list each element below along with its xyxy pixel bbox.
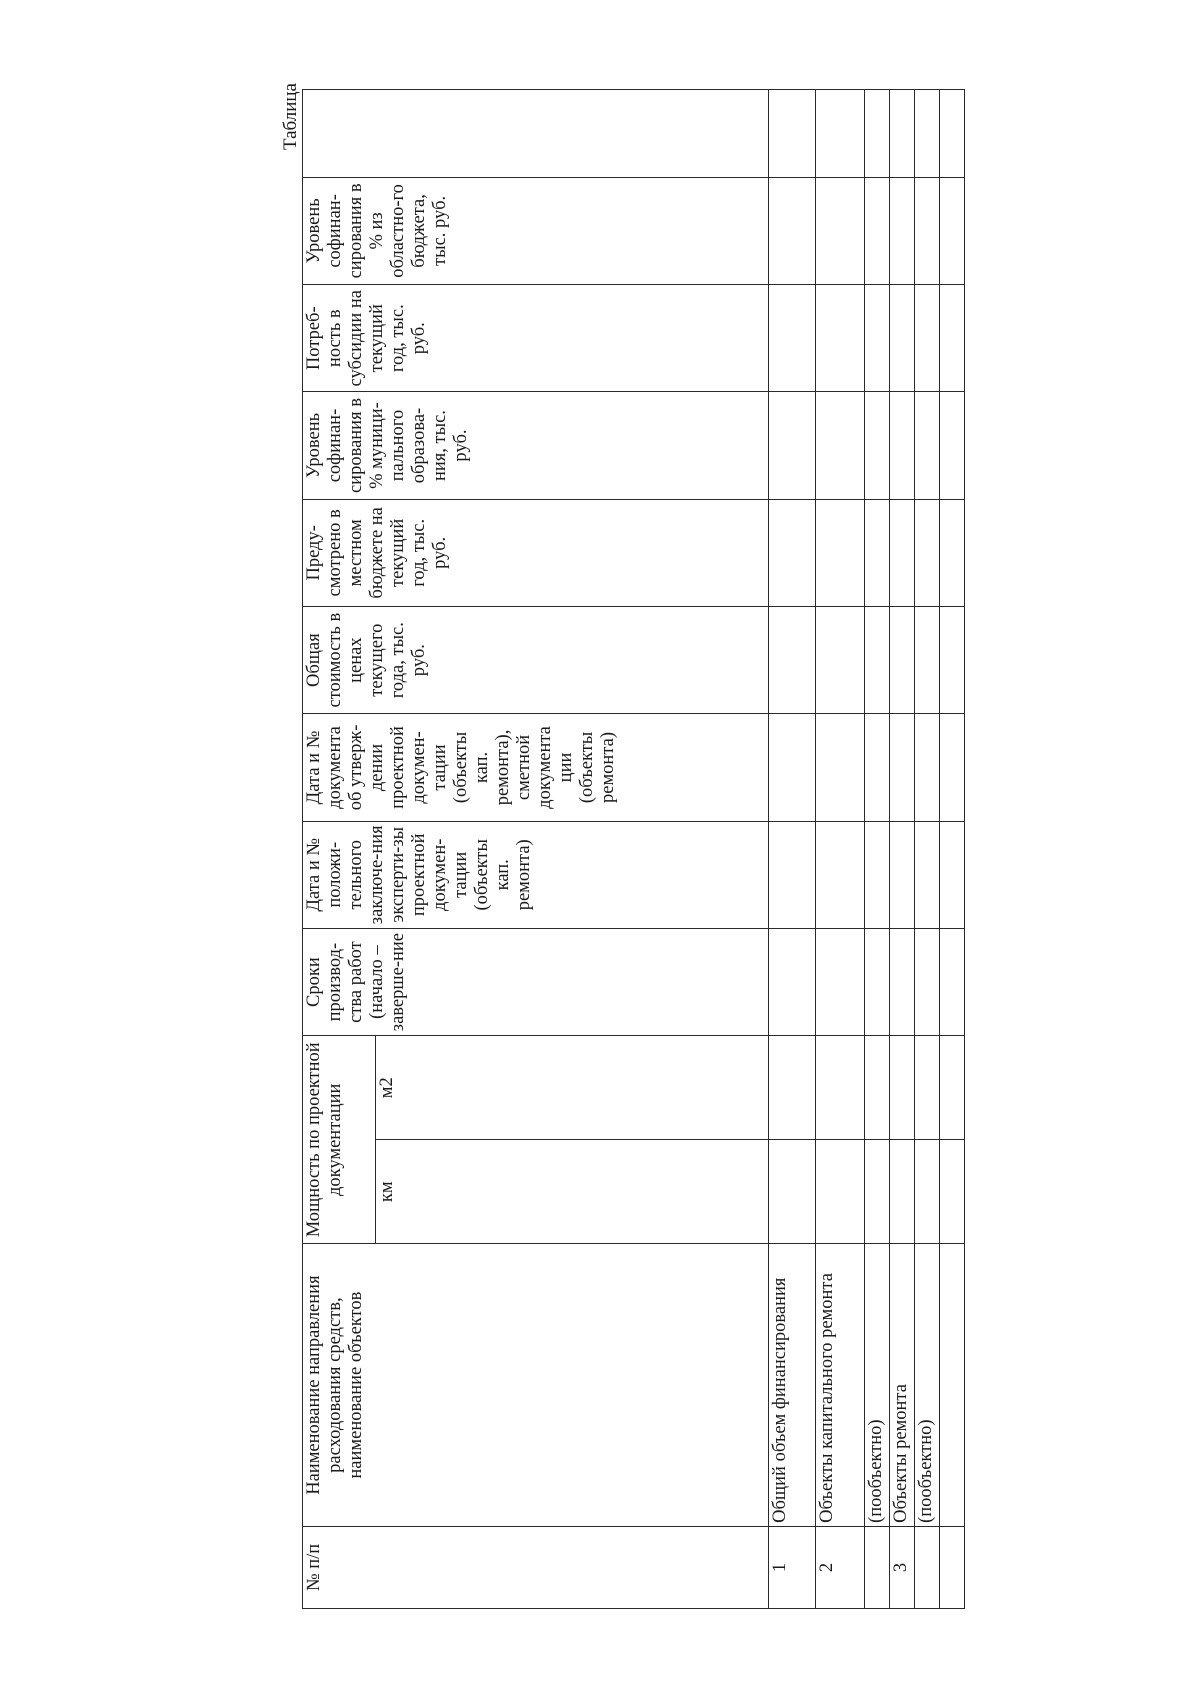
row-number — [915, 1526, 940, 1608]
empty-cell — [865, 928, 890, 1035]
empty-cell — [769, 391, 816, 498]
empty-cell — [816, 928, 865, 1035]
empty-cell — [915, 89, 940, 177]
empty-cell — [769, 713, 816, 820]
empty-cell — [816, 89, 865, 177]
empty-cell — [816, 606, 865, 713]
row-number: 3 — [890, 1526, 915, 1608]
empty-cell — [890, 177, 915, 284]
row-number — [940, 1526, 965, 1608]
empty-cell — [915, 499, 940, 606]
empty-cell — [915, 606, 940, 713]
header-capacity-km: км — [376, 1139, 769, 1243]
header-local-budget: Преду-смотрено в местном бюджете на текущий год, тыс. руб. — [303, 499, 769, 606]
empty-cell — [940, 391, 965, 498]
rotated-table-sheet — [280, 82, 936, 1609]
empty-cell — [816, 821, 865, 928]
empty-cell — [890, 821, 915, 928]
row-name: Объекты капитального ремонта — [816, 1243, 865, 1526]
empty-cell — [940, 499, 965, 606]
table-row — [940, 89, 965, 1608]
header-row — [303, 89, 376, 1608]
empty-cell — [865, 713, 890, 820]
empty-cell — [890, 1139, 915, 1243]
empty-cell — [769, 928, 816, 1035]
header-subsidy-need: Потреб-ность в субсидии на текущий год, тыс. руб. — [303, 284, 769, 391]
table-row — [816, 89, 865, 1608]
header-capacity: Мощность по проектной документации — [303, 1035, 376, 1243]
empty-cell — [890, 713, 915, 820]
empty-cell — [769, 821, 816, 928]
empty-cell — [890, 391, 915, 498]
empty-cell — [865, 606, 890, 713]
table-row — [890, 89, 915, 1608]
empty-cell — [940, 177, 965, 284]
empty-cell — [940, 713, 965, 820]
empty-cell — [940, 606, 965, 713]
row-number: 2 — [816, 1526, 865, 1608]
empty-cell — [865, 499, 890, 606]
empty-cell — [890, 499, 915, 606]
row-name: Общий объем финансирования — [769, 1243, 816, 1526]
empty-cell — [915, 1139, 940, 1243]
header-expertise: Дата и № положи-тельного заключе-ния эксперти-зы проектной докумен-тации (объекты кап. ремонта) — [303, 821, 769, 928]
empty-cell — [865, 821, 890, 928]
header-regional-level: Уровень софинан-сирования в % из областно-го бюджета, тыс. руб. — [303, 177, 769, 284]
empty-cell — [769, 89, 816, 177]
empty-cell — [769, 284, 816, 391]
empty-cell — [940, 89, 965, 177]
empty-cell — [816, 713, 865, 820]
empty-cell — [816, 391, 865, 498]
header-capacity-m2: м2 — [376, 1035, 769, 1139]
empty-cell — [816, 1139, 865, 1243]
empty-cell — [816, 499, 865, 606]
empty-cell — [816, 1035, 865, 1139]
empty-cell — [890, 606, 915, 713]
row-number — [865, 1526, 890, 1608]
empty-cell — [940, 1035, 965, 1139]
empty-cell — [769, 1035, 816, 1139]
empty-cell — [915, 177, 940, 284]
empty-cell — [915, 284, 940, 391]
empty-cell — [915, 928, 940, 1035]
financing-table — [302, 89, 965, 1609]
empty-cell — [940, 1139, 965, 1243]
empty-cell — [816, 177, 865, 284]
empty-cell — [940, 284, 965, 391]
empty-cell — [769, 177, 816, 284]
empty-cell — [865, 1035, 890, 1139]
empty-cell — [940, 928, 965, 1035]
header-approval: Дата и № документа об утверж-дении проектной докумен-тации (объекты кап. ремонта), сметной документа ции (объекты ремонта) — [303, 713, 769, 820]
row-name: (пообъектно) — [865, 1243, 890, 1526]
row-number: 1 — [769, 1526, 816, 1608]
empty-cell — [915, 713, 940, 820]
empty-cell — [915, 1035, 940, 1139]
empty-cell — [865, 89, 890, 177]
empty-cell — [865, 1139, 890, 1243]
empty-cell — [769, 606, 816, 713]
row-name: Объекты ремонта — [890, 1243, 915, 1526]
table-caption: Таблица — [280, 82, 301, 150]
header-num: № п/п — [303, 1526, 769, 1608]
empty-cell — [890, 928, 915, 1035]
header-municipal-level: Уровень софинан-сирования в % муници-пального образова-ния, тыс. руб. — [303, 391, 769, 498]
empty-cell — [769, 1139, 816, 1243]
table-row — [769, 89, 816, 1608]
empty-cell — [890, 284, 915, 391]
row-name — [940, 1243, 965, 1526]
empty-cell — [865, 391, 890, 498]
empty-cell — [915, 391, 940, 498]
header-empty — [303, 89, 769, 177]
header-term: Сроки производ-ства работ (начало – заверше-ние — [303, 928, 769, 1035]
empty-cell — [915, 821, 940, 928]
table-row — [865, 89, 890, 1608]
empty-cell — [890, 1035, 915, 1139]
empty-cell — [890, 89, 915, 177]
empty-cell — [816, 284, 865, 391]
empty-cell — [769, 499, 816, 606]
header-name: Наименование направления расходования средств, наименование объектов — [303, 1243, 769, 1526]
empty-cell — [940, 821, 965, 928]
table-row — [915, 89, 940, 1608]
empty-cell — [865, 177, 890, 284]
header-total-cost: Общая стоимость в ценах текущего года, тыс. руб. — [303, 606, 769, 713]
row-name: (пообъектно) — [915, 1243, 940, 1526]
empty-cell — [865, 284, 890, 391]
